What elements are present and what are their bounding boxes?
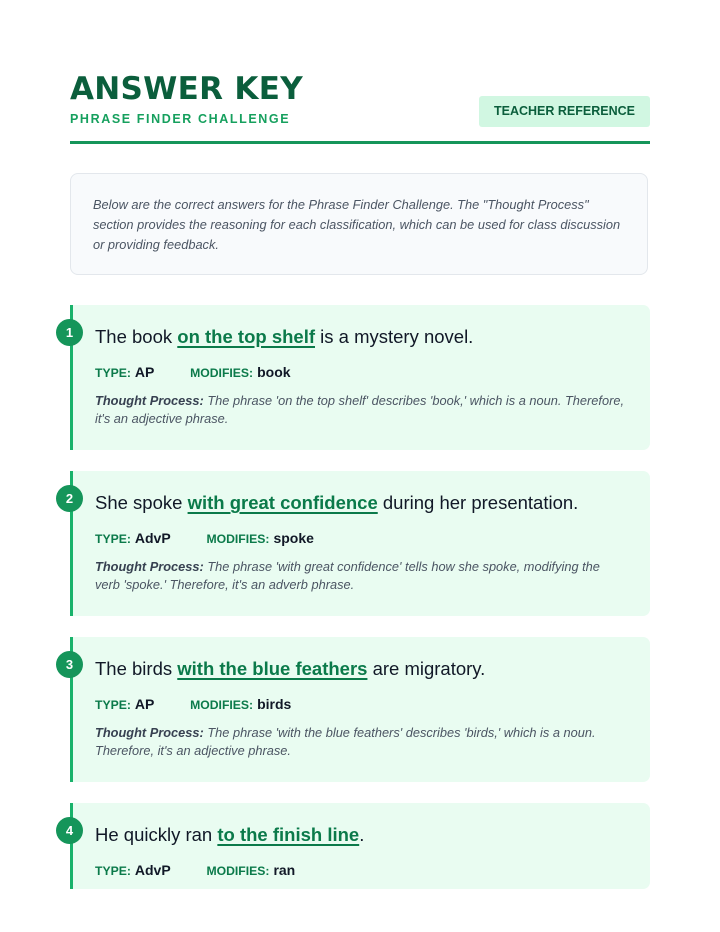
item-number-badge: 3 bbox=[56, 651, 83, 678]
type-label: TYPE: bbox=[95, 532, 131, 546]
sentence-before: The birds bbox=[95, 658, 178, 679]
type-value: AdvP bbox=[134, 862, 171, 878]
thought-process-text: The phrase 'on the top shelf' describes 'book,' which is a noun. Therefore, it's an adjective phrase. bbox=[95, 393, 625, 426]
sentence bbox=[95, 822, 364, 848]
highlighted-phrase: with great confidence bbox=[187, 492, 378, 513]
modifies-label: MODIFIES: bbox=[206, 864, 270, 878]
sentence bbox=[95, 490, 578, 516]
sentence-before: He quickly ran bbox=[95, 824, 218, 845]
answer-card-4 bbox=[65, 803, 650, 889]
classification-row bbox=[95, 860, 295, 881]
sentence-after: during her presentation. bbox=[377, 492, 579, 513]
teacher-reference-badge: TEACHER REFERENCE bbox=[479, 96, 650, 127]
thought-process-label: Thought Process: bbox=[95, 559, 204, 574]
classification-row bbox=[95, 528, 314, 549]
answer-card-2 bbox=[65, 471, 650, 616]
sentence-before: She spoke bbox=[95, 492, 188, 513]
modifies-value: spoke bbox=[273, 530, 314, 546]
type-label: TYPE: bbox=[95, 698, 131, 712]
type-label: TYPE: bbox=[95, 864, 131, 878]
answer-card-3 bbox=[65, 637, 650, 782]
thought-process bbox=[95, 392, 625, 428]
sentence-after: is a mystery novel. bbox=[315, 326, 474, 347]
classification-row bbox=[95, 694, 291, 715]
classification-row bbox=[95, 362, 291, 383]
highlighted-phrase: on the top shelf bbox=[177, 326, 315, 347]
sentence bbox=[95, 324, 473, 350]
page-subtitle: PHRASE FINDER CHALLENGE bbox=[70, 112, 291, 126]
sentence-before: The book bbox=[95, 326, 178, 347]
thought-process-text: The phrase 'with great confidence' tells how she spoke, modifying the verb 'spoke.' Therefore, it's an adverb phrase. bbox=[95, 559, 600, 592]
intro-text: Below are the correct answers for the Phrase Finder Challenge. The "Thought Process" section provides the reasoning for each classification, which can be used for class discussion or providing feedback. bbox=[93, 197, 621, 252]
modifies-label: MODIFIES: bbox=[190, 698, 254, 712]
type-value: AP bbox=[134, 364, 155, 380]
type-label: TYPE: bbox=[95, 366, 131, 380]
thought-process-label: Thought Process: bbox=[95, 393, 204, 408]
item-number-badge: 1 bbox=[56, 319, 83, 346]
modifies-value: birds bbox=[257, 696, 292, 712]
intro-box bbox=[70, 173, 648, 275]
modifies-label: MODIFIES: bbox=[206, 532, 270, 546]
header-divider bbox=[70, 141, 650, 144]
thought-process-label: Thought Process: bbox=[95, 725, 204, 740]
modifies-label: MODIFIES: bbox=[190, 366, 254, 380]
answer-key-page bbox=[65, 0, 650, 878]
thought-process bbox=[95, 724, 625, 760]
sentence-after: . bbox=[359, 824, 365, 845]
highlighted-phrase: with the blue feathers bbox=[177, 658, 368, 679]
highlighted-phrase: to the finish line bbox=[217, 824, 360, 845]
thought-process bbox=[95, 558, 625, 594]
modifies-value: ran bbox=[273, 862, 296, 878]
item-number-badge: 4 bbox=[56, 817, 83, 844]
sentence bbox=[95, 656, 485, 682]
thought-process-text: The phrase 'with the blue feathers' describes 'birds,' which is a noun. Therefore, it's an adjective phrase. bbox=[95, 725, 596, 758]
type-value: AP bbox=[134, 696, 155, 712]
page-header bbox=[70, 0, 650, 146]
type-value: AdvP bbox=[134, 530, 171, 546]
modifies-value: book bbox=[257, 364, 291, 380]
page-title: ANSWER KEY bbox=[70, 71, 303, 107]
sentence-after: are migratory. bbox=[367, 658, 486, 679]
item-number-badge: 2 bbox=[56, 485, 83, 512]
answer-card-1 bbox=[65, 305, 650, 450]
